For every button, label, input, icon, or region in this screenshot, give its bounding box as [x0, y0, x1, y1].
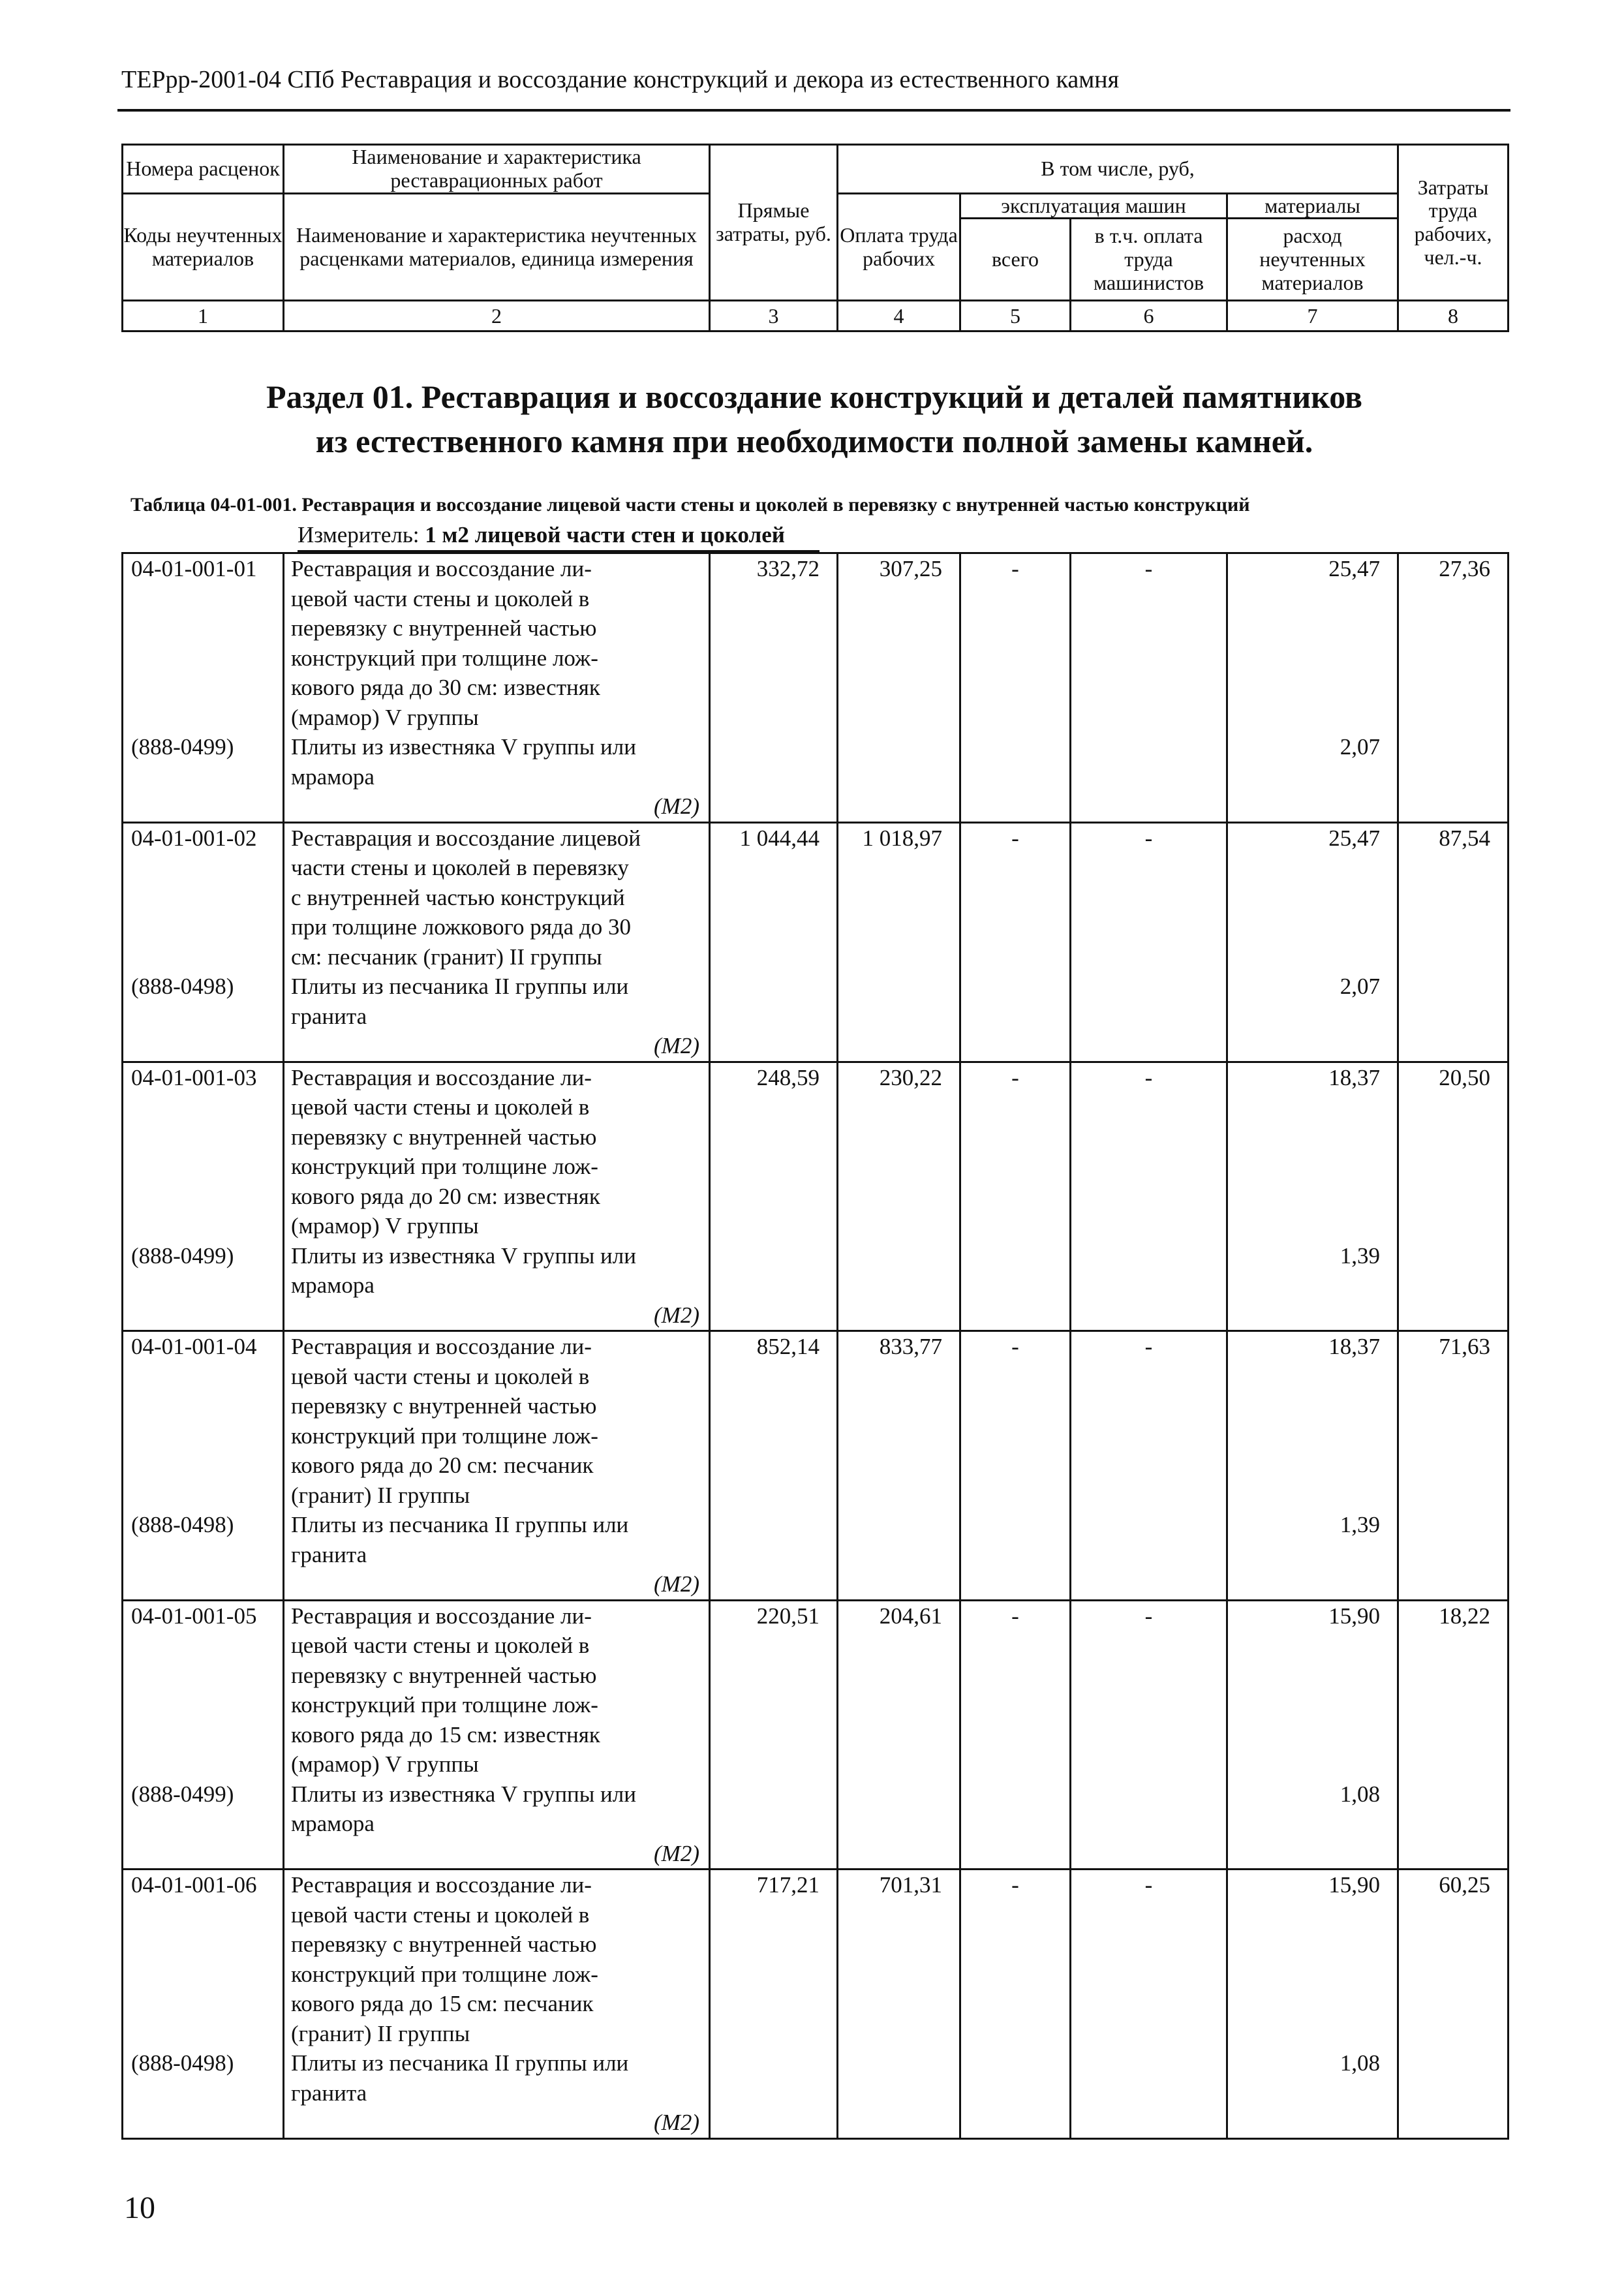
material-name-line: Плиты из песчаника II группы или [291, 2050, 629, 2076]
rate-name-cell [284, 1062, 710, 1331]
material-quantity: 1,08 [1340, 1781, 1380, 1807]
col-number-6: 6 [1071, 301, 1227, 331]
material-code: (888-0499) [131, 1242, 234, 1269]
rate-code-cell [123, 822, 284, 1062]
table-row [123, 1331, 1509, 1601]
materials-cell [1227, 1870, 1398, 2139]
header-materials-usage: расход неучтенных материалов [1227, 219, 1398, 301]
direct-costs-value: 717,21 [710, 1870, 838, 2139]
materials-value: 18,37 [1328, 1064, 1380, 1090]
labor-hours-value: 27,36 [1398, 553, 1509, 823]
rate-name-line: Реставрация и воссоздание ли- [291, 1872, 592, 1898]
header-name-top: Наименование и характеристика реставрационных работ [284, 145, 710, 194]
rate-code-cell [123, 1331, 284, 1601]
rate-code: 04-01-001-06 [131, 1872, 257, 1898]
rate-name-line: цевой части стены и цоколей в [291, 1633, 590, 1658]
rate-name-cell [284, 1331, 710, 1601]
column-header-table [121, 144, 1509, 332]
rate-name-line: цевой части стены и цоколей в [291, 585, 590, 611]
materials-cell [1227, 553, 1398, 823]
col-number-3: 3 [710, 301, 838, 331]
labor-pay-value: 204,61 [838, 1600, 960, 1870]
material-name-line: мрамора [291, 1272, 375, 1298]
table-row [123, 822, 1509, 1062]
running-head: ТЕРрр-2001-04 СПб Реставрация и воссоздание конструкций и декора из естественного камня [121, 66, 1120, 93]
rate-name-line: (гранит) II группы [291, 2020, 470, 2046]
materials-value: 25,47 [1328, 556, 1380, 581]
machinists-pay-value: - [1071, 822, 1227, 1062]
direct-costs-value: 220,51 [710, 1600, 838, 1870]
col-number-4: 4 [838, 301, 960, 331]
rate-name-cell [284, 1870, 710, 2139]
material-name-line: Плиты из известняка V группы или [291, 734, 636, 760]
machines-value: - [960, 1600, 1071, 1870]
rate-name-line: конструкций при толщине лож- [291, 1154, 598, 1179]
rate-code: 04-01-001-02 [131, 825, 257, 851]
labor-pay-value: 1 018,97 [838, 822, 960, 1062]
rates-table [121, 552, 1509, 2140]
rate-name-line: цевой части стены и цоколей в [291, 1363, 590, 1389]
materials-value: 15,90 [1328, 1872, 1380, 1898]
rate-name-cell [284, 553, 710, 823]
rate-name-line: (гранит) II группы [291, 1482, 470, 1508]
material-quantity: 1,39 [1340, 1512, 1380, 1537]
section-title-line-2: из естественного камня при необходимости полной замены камней. [315, 422, 1313, 459]
rate-name-line: кового ряда до 15 см: песчаник [291, 1991, 594, 2016]
machines-value: - [960, 822, 1071, 1062]
header-codes-top: Номера расценок [123, 145, 284, 194]
machinists-pay-value: - [1071, 553, 1227, 823]
rate-name-line: (мрамор) V группы [291, 1213, 479, 1239]
page-number: 10 [124, 2191, 155, 2225]
rate-code: 04-01-001-01 [131, 556, 257, 581]
machinists-pay-value: - [1071, 1600, 1227, 1870]
rate-name-line: части стены и цоколей в перевязку [291, 855, 629, 880]
materials-cell [1227, 1600, 1398, 1870]
rate-name-line: Реставрация и воссоздание ли- [291, 1603, 592, 1629]
rate-code: 04-01-001-04 [131, 1334, 257, 1359]
machinists-pay-value: - [1071, 1870, 1227, 2139]
header-direct-costs: Прямые затраты, руб. [710, 145, 838, 301]
material-code: (888-0498) [131, 2050, 234, 2076]
col-number-7: 7 [1227, 301, 1398, 331]
machinists-pay-value: - [1071, 1062, 1227, 1331]
materials-value: 15,90 [1328, 1603, 1380, 1629]
rate-name-line: перевязку с внутренней частью [291, 1393, 597, 1419]
rate-name-line: кового ряда до 30 см: известняк [291, 675, 600, 700]
unit-of-measure: (М2) [654, 2110, 699, 2135]
material-quantity: 2,07 [1340, 734, 1380, 760]
material-code: (888-0498) [131, 974, 234, 999]
rate-code-cell [123, 553, 284, 823]
rate-name-line: (мрамор) V группы [291, 704, 479, 730]
table-row [123, 553, 1509, 823]
header-in-total: В том числе, руб, [838, 145, 1398, 194]
rate-name-cell [284, 822, 710, 1062]
rate-name-line: конструкций при толщине лож- [291, 645, 598, 671]
section-title-line-1: Раздел 01. Реставрация и воссоздание конструкций и деталей памятников [266, 378, 1363, 415]
machines-value: - [960, 1870, 1071, 2139]
rate-name-line: Реставрация и воссоздание лицевой [291, 825, 641, 851]
labor-pay-value: 307,25 [838, 553, 960, 823]
material-code: (888-0498) [131, 1512, 234, 1537]
col-number-5: 5 [960, 301, 1071, 331]
material-quantity: 1,39 [1340, 1242, 1380, 1269]
labor-hours-value: 71,63 [1398, 1331, 1509, 1601]
measure-line [298, 522, 785, 548]
rate-name-line: конструкций при толщине лож- [291, 1692, 598, 1717]
rate-code-cell [123, 1870, 284, 2139]
rate-name-line: конструкций при толщине лож- [291, 1961, 598, 1987]
material-name-line: гранита [291, 1541, 367, 1567]
material-name-line: мрамора [291, 1811, 375, 1836]
col-number-1: 1 [123, 301, 284, 331]
rate-name-line: кового ряда до 20 см: песчаник [291, 1453, 594, 1478]
materials-cell [1227, 1062, 1398, 1331]
materials-cell [1227, 822, 1398, 1062]
unit-of-measure: (М2) [654, 1302, 699, 1328]
direct-costs-value: 332,72 [710, 553, 838, 823]
rate-name-line: Реставрация и воссоздание ли- [291, 1064, 592, 1090]
rate-name-line: перевязку с внутренней частью [291, 1124, 597, 1150]
material-code: (888-0499) [131, 1781, 234, 1807]
measure-label: Измеритель: [298, 522, 425, 547]
unit-of-measure: (М2) [654, 1571, 699, 1597]
header-codes-bottom: Коды неучтенных материалов [123, 193, 284, 301]
rate-name-line: перевязку с внутренней частью [291, 1932, 597, 1957]
table-row [123, 1600, 1509, 1870]
material-quantity: 2,07 [1340, 974, 1380, 999]
header-labor-hours: Затраты труда рабочих, чел.-ч. [1398, 145, 1509, 301]
machines-value: - [960, 553, 1071, 823]
rate-name-cell [284, 1600, 710, 1870]
rate-name-line: конструкций при толщине лож- [291, 1423, 598, 1449]
unit-of-measure: (М2) [654, 793, 699, 819]
material-name-line: гранита [291, 2080, 367, 2106]
col-number-2: 2 [284, 301, 710, 331]
labor-hours-value: 20,50 [1398, 1062, 1509, 1331]
measure-value: 1 м2 лицевой части стен и цоколей [425, 522, 785, 547]
rate-name-line: кового ряда до 15 см: известняк [291, 1721, 600, 1747]
machines-value: - [960, 1062, 1071, 1331]
table-row [123, 1062, 1509, 1331]
table-title: Таблица 04-01-001. Реставрация и воссоздание лицевой части стены и цоколей в перевязку с внутренней частью конструкций [130, 494, 1250, 516]
rate-code-cell [123, 1062, 284, 1331]
labor-pay-value: 230,22 [838, 1062, 960, 1331]
rate-code-cell [123, 1600, 284, 1870]
table-row [123, 1870, 1509, 2139]
header-rule [117, 109, 1510, 112]
labor-pay-value: 701,31 [838, 1870, 960, 2139]
unit-of-measure: (М2) [654, 1840, 699, 1866]
labor-pay-value: 833,77 [838, 1331, 960, 1601]
material-name-line: Плиты из известняка V группы или [291, 1781, 636, 1807]
col-number-8: 8 [1398, 301, 1509, 331]
material-name-line: мрамора [291, 763, 375, 790]
section-title [121, 375, 1507, 463]
material-quantity: 1,08 [1340, 2050, 1380, 2076]
direct-costs-value: 248,59 [710, 1062, 838, 1331]
rate-name-line: кового ряда до 20 см: известняк [291, 1183, 600, 1209]
header-machines-total: всего [960, 219, 1071, 301]
materials-value: 25,47 [1328, 825, 1380, 851]
direct-costs-value: 852,14 [710, 1331, 838, 1601]
material-name-line: Плиты из известняка V группы или [291, 1242, 636, 1269]
material-name-line: гранита [291, 1003, 367, 1029]
unit-of-measure: (М2) [654, 1033, 699, 1058]
rate-name-line: цевой части стены и цоколей в [291, 1094, 590, 1120]
labor-hours-value: 18,22 [1398, 1600, 1509, 1870]
rate-name-line: при толщине ложкового ряда до 30 [291, 914, 632, 940]
rate-name-line: Реставрация и воссоздание ли- [291, 556, 592, 581]
header-machinists-pay: в т.ч. оплата труда машинистов [1071, 219, 1227, 301]
labor-hours-value: 87,54 [1398, 822, 1509, 1062]
rate-name-line: перевязку с внутренней частью [291, 615, 597, 641]
header-materials: материалы [1227, 193, 1398, 219]
material-name-line: Плиты из песчаника II группы или [291, 1512, 629, 1537]
rate-name-line: с внутренней частью конструкций [291, 884, 625, 910]
rate-name-line: Реставрация и воссоздание ли- [291, 1334, 592, 1359]
rate-name-line: перевязку с внутренней частью [291, 1662, 597, 1688]
materials-cell [1227, 1331, 1398, 1601]
machinists-pay-value: - [1071, 1331, 1227, 1601]
materials-value: 18,37 [1328, 1334, 1380, 1359]
rate-name-line: (мрамор) V группы [291, 1751, 479, 1777]
header-labor-pay: Оплата труда рабочих [838, 193, 960, 301]
material-name-line: Плиты из песчаника II группы или [291, 974, 629, 999]
material-code: (888-0499) [131, 734, 234, 760]
rate-code: 04-01-001-03 [131, 1064, 257, 1090]
direct-costs-value: 1 044,44 [710, 822, 838, 1062]
rate-code: 04-01-001-05 [131, 1603, 257, 1629]
header-name-bottom: Наименование и характеристика неучтенных расценками материалов, единица измерения [284, 193, 710, 301]
rate-name-line: см: песчаник (гранит) II группы [291, 944, 602, 970]
rate-name-line: цевой части стены и цоколей в [291, 1901, 590, 1928]
machines-value: - [960, 1331, 1071, 1601]
header-machines: эксплуатация машин [960, 193, 1227, 219]
labor-hours-value: 60,25 [1398, 1870, 1509, 2139]
